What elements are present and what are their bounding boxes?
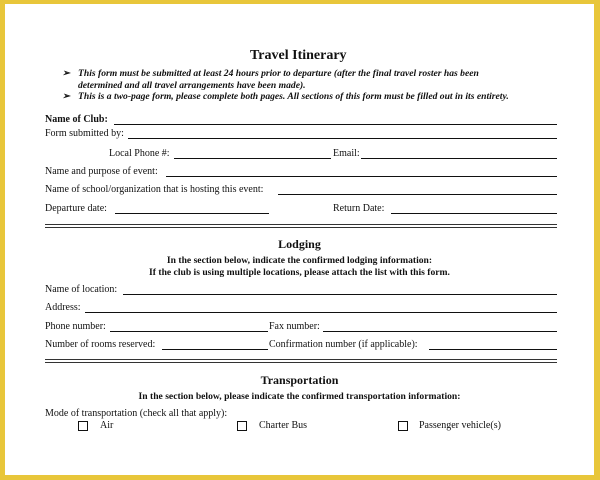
fax-number-label: Fax number: — [269, 321, 320, 332]
club-name-field[interactable] — [114, 124, 557, 125]
instruction-2: This is a two-page form, please complete both pages. All sections of this form must be filled out in its entirety. — [78, 91, 509, 102]
club-name-label: Name of Club: — [45, 114, 108, 125]
section-divider — [45, 224, 557, 228]
charter-bus-checkbox[interactable] — [237, 421, 247, 431]
fax-number-field[interactable] — [323, 331, 557, 332]
host-field[interactable] — [278, 194, 557, 195]
passenger-vehicle-checkbox[interactable] — [398, 421, 408, 431]
departure-date-field[interactable] — [115, 213, 269, 214]
return-date-field[interactable] — [391, 213, 557, 214]
event-label: Name and purpose of event: — [45, 166, 158, 177]
phone-number-label: Phone number: — [45, 321, 106, 332]
rooms-reserved-field[interactable] — [162, 349, 268, 350]
lodging-instruction-1: In the section below, indicate the confirmed lodging information: — [166, 255, 433, 266]
host-label: Name of school/organization that is hosting this event: — [45, 184, 264, 195]
instruction-bullet-2: ➢ — [62, 91, 71, 102]
air-option-label: Air — [100, 420, 114, 431]
form-title: Travel Itinerary — [250, 48, 347, 63]
instruction-bullet-1: ➢ — [62, 68, 71, 79]
instruction-1-continued: determined and all travel arrangements have been made). — [78, 79, 306, 91]
email-field[interactable] — [361, 158, 557, 159]
rooms-reserved-label: Number of rooms reserved: — [45, 339, 156, 350]
return-date-label: Return Date: — [333, 203, 385, 214]
passenger-vehicle-option-label: Passenger vehicle(s) — [419, 420, 501, 431]
location-field[interactable] — [123, 294, 557, 295]
transportation-heading: Transportation — [260, 373, 339, 387]
phone-number-field[interactable] — [110, 331, 268, 332]
section-divider — [45, 359, 557, 363]
event-field[interactable] — [166, 176, 557, 177]
address-field[interactable] — [85, 312, 557, 313]
instruction-1: This form must be submitted at least 24 hours prior to departure (after the final travel roster has been — [78, 68, 479, 79]
local-phone-label: Local Phone #: — [109, 148, 170, 159]
submitted-by-field[interactable] — [128, 138, 557, 139]
address-label: Address: — [45, 302, 81, 313]
departure-date-label: Departure date: — [45, 203, 107, 214]
charter-bus-option-label: Charter Bus — [259, 420, 308, 431]
email-label: Email: — [333, 148, 360, 159]
submitted-by-label: Form submitted by: — [45, 128, 124, 139]
form-page — [5, 4, 594, 475]
local-phone-field[interactable] — [174, 158, 331, 159]
lodging-instruction-2: If the club is using multiple locations, please attach the list with this form. — [149, 267, 450, 278]
air-checkbox[interactable] — [78, 421, 88, 431]
location-label: Name of location: — [45, 284, 118, 295]
transportation-instruction: In the section below, please indicate the confirmed transportation information: — [138, 391, 461, 402]
lodging-heading: Lodging — [278, 237, 321, 251]
transport-mode-label: Mode of transportation (check all that apply): — [45, 408, 228, 419]
confirmation-number-field[interactable] — [429, 349, 557, 350]
confirmation-number-label: Confirmation number (if applicable): — [269, 339, 418, 350]
